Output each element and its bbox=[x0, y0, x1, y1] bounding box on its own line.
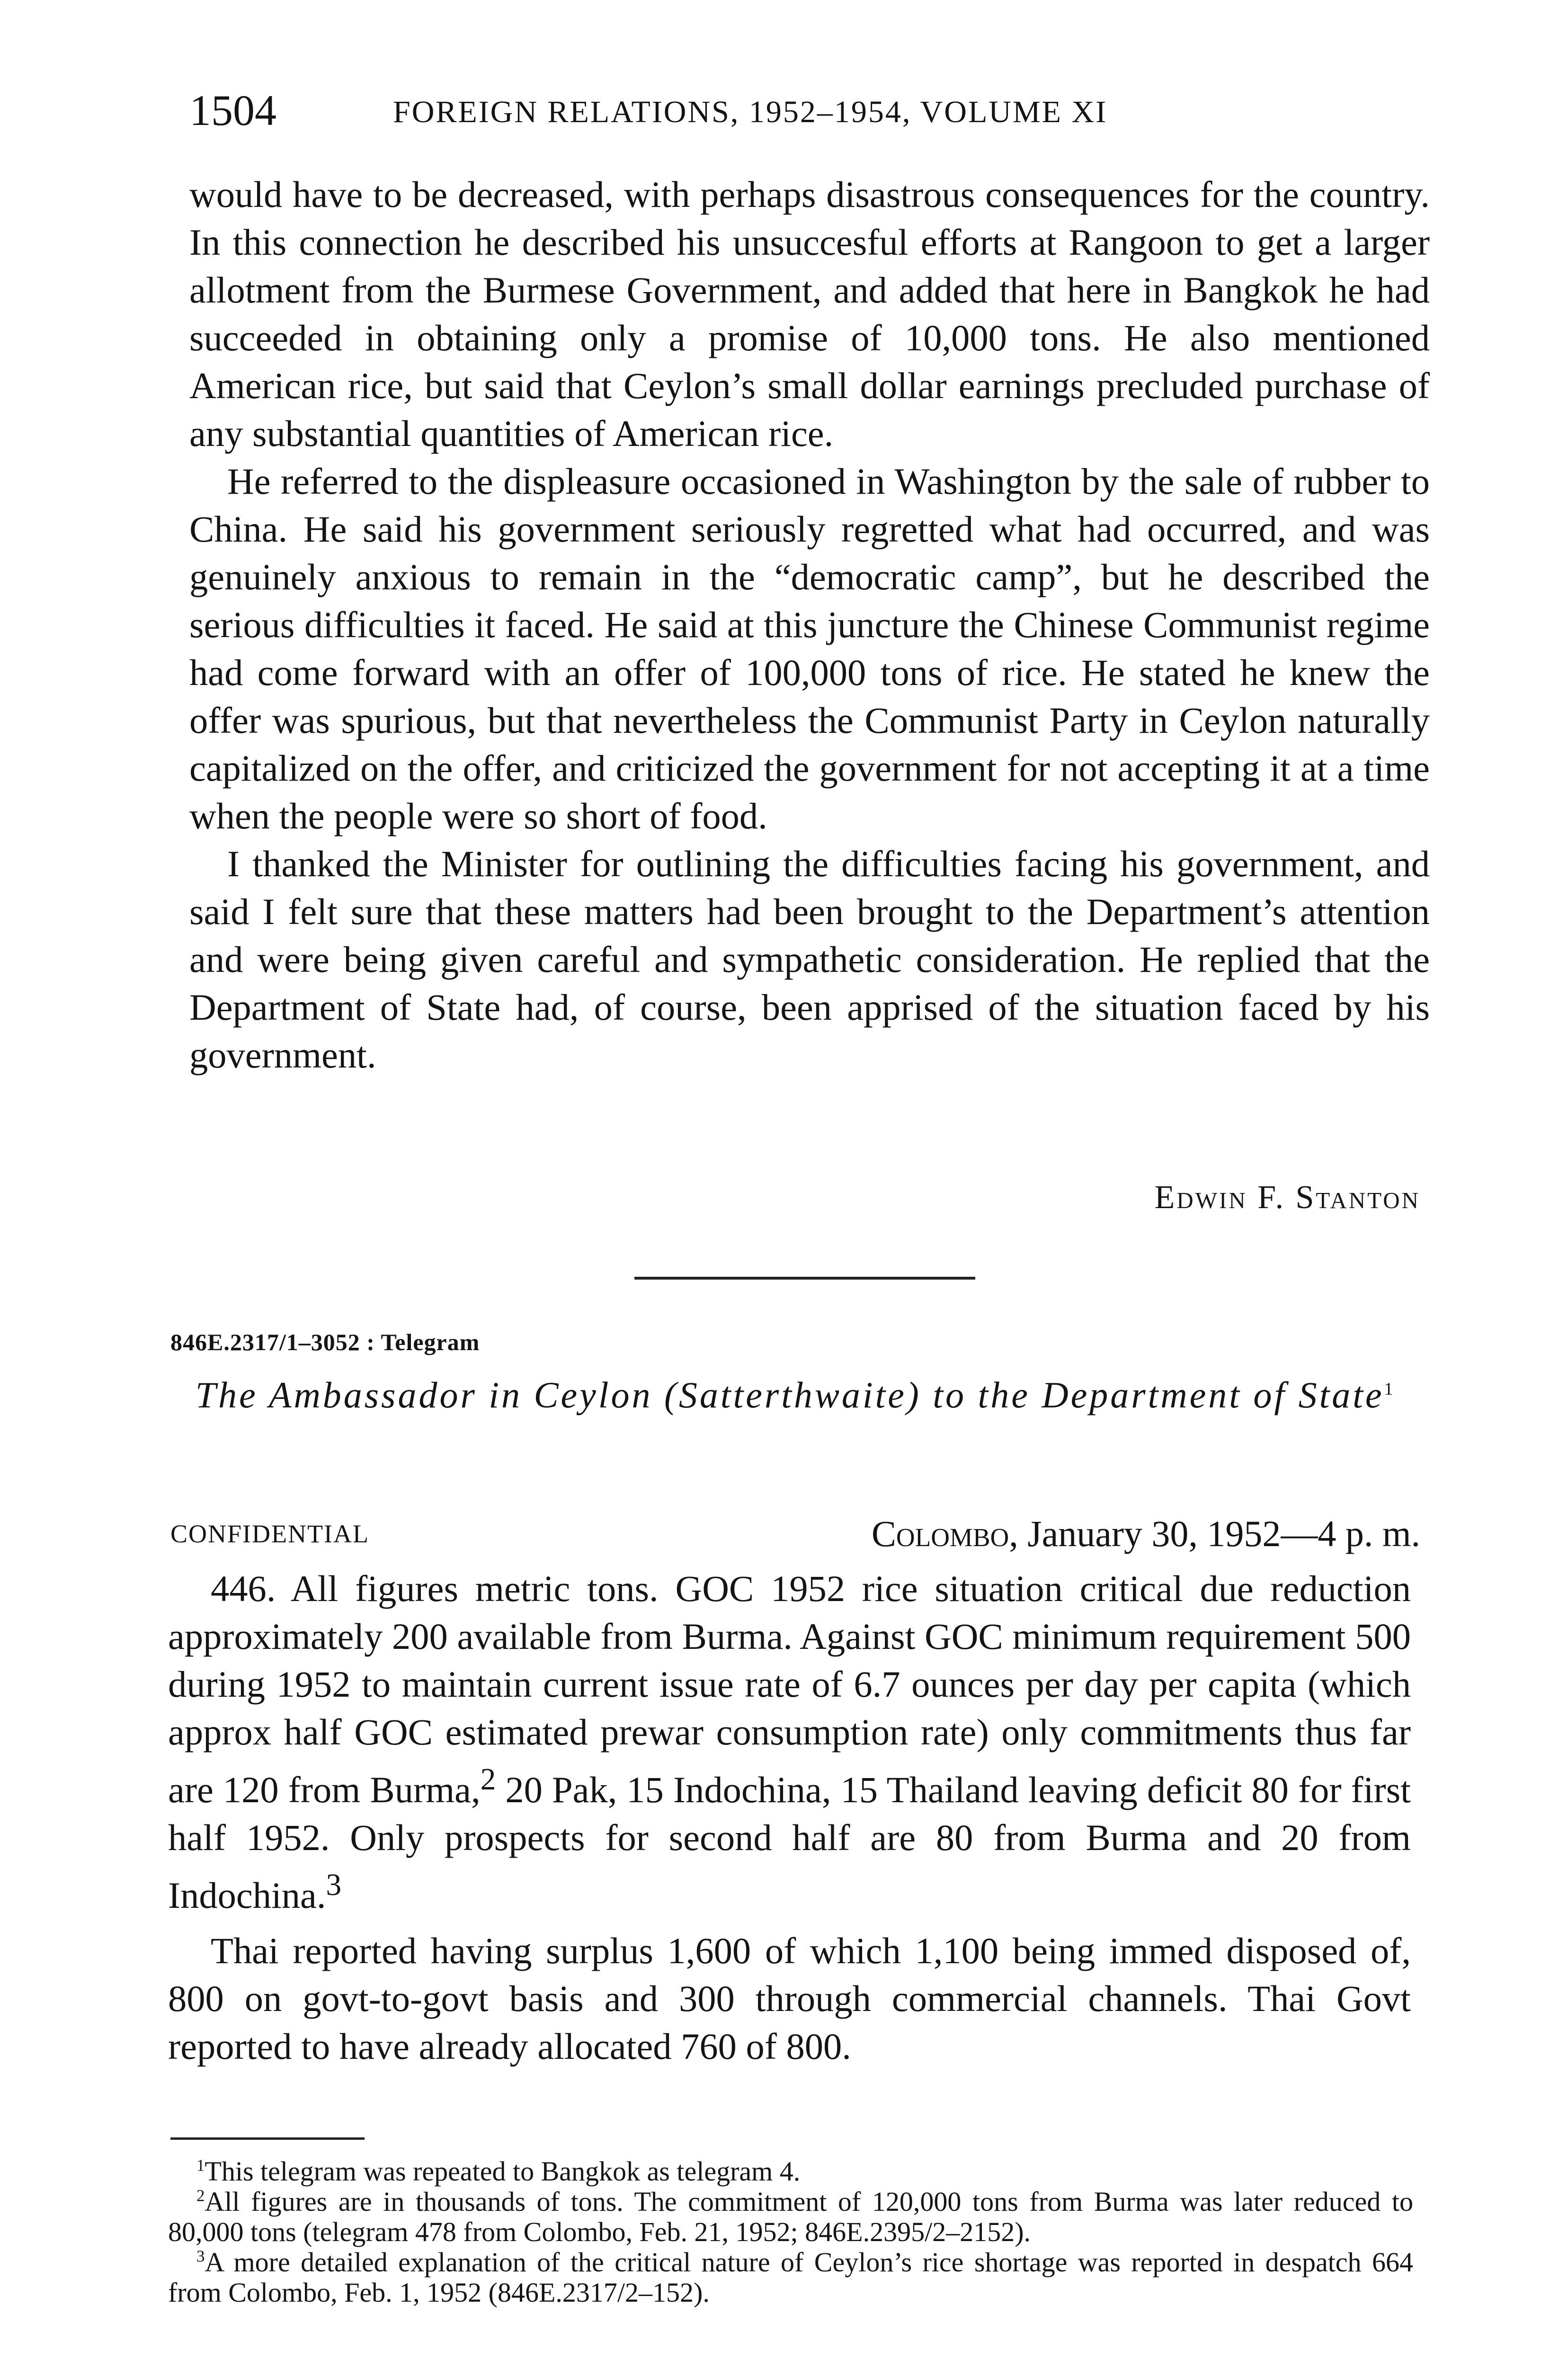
footnote-mark: 3 bbox=[196, 2247, 205, 2266]
file-reference: 846E.2317/1–3052 : Telegram bbox=[170, 1329, 480, 1355]
footnote-mark: 2 bbox=[196, 2186, 205, 2205]
document-heading bbox=[170, 1370, 1420, 1420]
footnote-rule bbox=[170, 2137, 365, 2140]
footnote bbox=[168, 2187, 1413, 2247]
classification: CONFIDENTIAL bbox=[170, 1520, 369, 1548]
telegram-text: 446. All figures metric tons. GOC 1952 rice situation critical due reduction approximately 200 available from Burma. Against GOC minimum requirement 500 during 1952 to maintain current issue rate of 6.7 ounces per day per capita (which approx half GOC estimated prewar consumption rate) only commitments thus far are 120 from Burma, bbox=[168, 1568, 1411, 1811]
signature: Edwin F. Stanton bbox=[1154, 1179, 1420, 1216]
letter-paragraph: He referred to the displeasure occasioned in Washington by the sale of rubber to China. He said his government seriously regretted what had occurred, and was genuinely anxious to remain in the “democratic camp”, but he described the serious difficulties it faced. He said at this juncture the Chinese Communist regime had come forward with an offer of 100,000 tons of rice. He stated he knew the offer was spurious, but that nevertheless the Communist Party in Ceylon naturally capitalized on the offer, and criticized the government for not accepting it at a time when the people were so short of food. bbox=[189, 461, 1430, 836]
footnotes bbox=[168, 2156, 1413, 2308]
document-heading-text: The Ambassador in Ceylon (Satterthwaite) to the Department of State bbox=[195, 1374, 1384, 1415]
telegram-text: 20 Pak, 15 Indochina, 15 Thailand leaving deficit 80 for first half 1952. Only prospects for second half are 80 from Burma and 20 from Indochina. bbox=[168, 1769, 1411, 1916]
footnote-marker: 1 bbox=[1384, 1379, 1396, 1399]
footnote-text: A more detailed explanation of the critical nature of Ceylon’s rice shortage was reported in despatch 664 from Colombo, Feb. 1, 1952 (846E.2317/2–152). bbox=[168, 2247, 1413, 2308]
dateline bbox=[872, 1510, 1420, 1557]
footnote-mark: 1 bbox=[196, 2156, 205, 2175]
footnote-marker: 3 bbox=[326, 1868, 342, 1903]
running-title: FOREIGN RELATIONS, 1952–1954, VOLUME XI bbox=[393, 95, 1108, 129]
telegram-paragraph bbox=[168, 1565, 1411, 1919]
letter-body bbox=[189, 170, 1430, 1079]
footnote-marker: 2 bbox=[480, 1762, 496, 1797]
footnote bbox=[168, 2247, 1413, 2308]
page-number: 1504 bbox=[189, 86, 276, 134]
telegram-body bbox=[168, 1565, 1411, 2070]
dateline-place: Colombo bbox=[871, 1513, 1009, 1554]
telegram-paragraph: Thai reported having surplus 1,600 of which 1,100 being immed disposed of, 800 on govt-to-govt basis and 300 through commercial channels. Thai Govt reported to have already allocated 760 of 800. bbox=[168, 1930, 1411, 2067]
letter-paragraph: would have to be decreased, with perhaps disastrous consequences for the country. In this connection he described his unsuccesful efforts at Rangoon to get a larger allotment from the Burmese Government, and added that here in Bangkok he had succeeded in obtaining only a promise of 10,000 tons. He also mentioned American rice, but said that Ceylon’s small dollar earnings precluded purchase of any substantial quantities of American rice. bbox=[189, 174, 1430, 454]
footnote-text: This telegram was repeated to Bangkok as telegram 4. bbox=[205, 2156, 801, 2187]
running-head bbox=[189, 84, 1430, 136]
section-divider bbox=[634, 1277, 975, 1280]
footnote bbox=[168, 2156, 1413, 2187]
footnote-text: All figures are in thousands of tons. The commitment of 120,000 tons from Burma was later reduced to 80,000 tons (telegram 478 from Colombo, Feb. 21, 1952; 846E.2395/2–2152). bbox=[168, 2186, 1413, 2247]
letter-paragraph: I thanked the Minister for outlining the difficulties facing his government, and said I felt sure that these matters had been brought to the Department’s attention and were being given careful and sympathetic consideration. He replied that the Department of State had, of course, been apprised of the situation faced by his government. bbox=[189, 843, 1430, 1076]
dateline-date: , January 30, 1952—4 p. m. bbox=[1009, 1513, 1420, 1554]
